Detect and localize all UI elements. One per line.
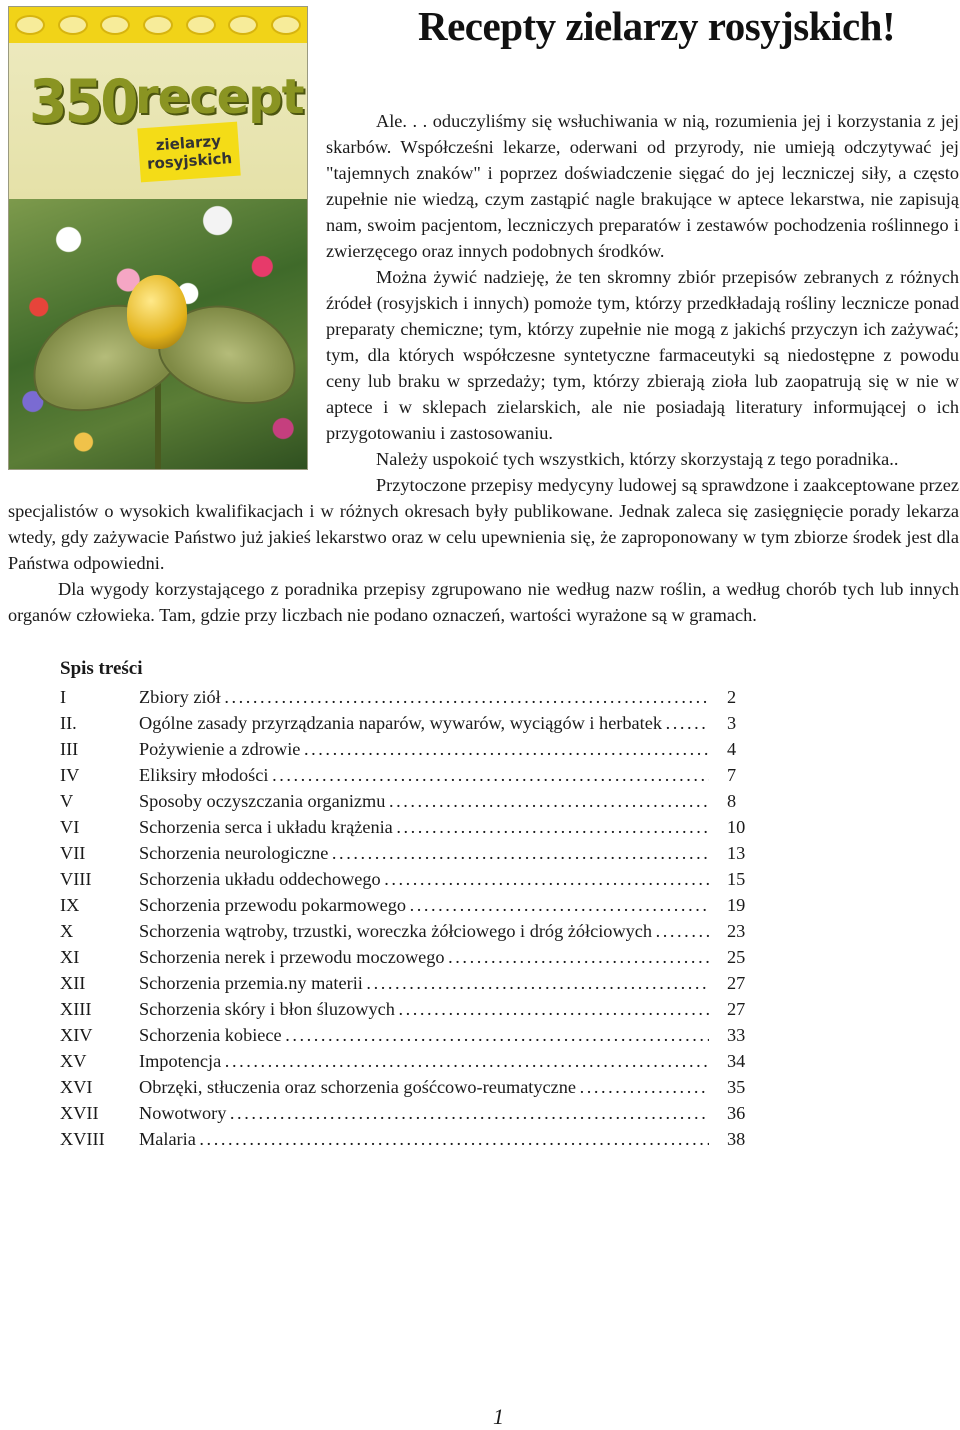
toc-page-number: 19 [727,895,746,915]
page-number: 1 [493,1404,504,1429]
toc-chapter-title: Schorzenia nerek i przewodu moczowego . . . [139,944,709,970]
toc-chapter-title: Impotencja . . . [139,1048,709,1074]
toc-chapter-title: Schorzenia kobiece . . . [139,1022,709,1048]
toc-row [60,892,760,918]
toc-chapter-number: XII [60,973,86,993]
toc-chapter-title: Schorzenia przemia.ny materii . . . [139,970,709,996]
cover-word: recept [135,69,304,125]
toc-row [60,1048,760,1074]
toc-page-number: 3 [727,713,737,733]
toc-chapter-title: Pożywienie a zdrowie . . . [139,736,709,762]
toc-page-number: 4 [727,739,737,759]
paragraph-1: Ale. . . oduczyliśmy się wsłuchiwania w nią, rozumienia jej i korzystania z jej skarbów. Współcześni lekarze, oderwani od przyrody, nie umieją odczytywać jej "tajemnych znaków" i poprzez doświadczenie sięgać do jej leczniczej siły, a często zupełnie nie wiedzą, czym zastąpić nagle brakujące w aptece lekarstwa, nie zapisują nam, swoim pacjentom, leczniczych preparatów i zestawów pochodzenia roślinnego i zwierzęcego oraz innych podobnych środków. [326,111,959,261]
toc-page-number: 33 [727,1025,746,1045]
toc-page-number: 25 [727,947,746,967]
toc-chapter-title: Schorzenia przewodu pokarmowego . . . [139,892,709,918]
toc-page-number: 38 [727,1129,746,1149]
toc-chapter-number: V [60,791,74,811]
toc-chapter-title: Obrzęki, stłuczenia oraz schorzenia gośćcowo-reumatyczne . . . [139,1074,709,1100]
toc-row [60,814,760,840]
toc-chapter-number: VI [60,817,80,837]
toc-chapter-number: XIII [60,999,92,1019]
toc-page-number: 8 [727,791,737,811]
toc-chapter-title: Sposoby oczyszczania organizmu . . . [139,788,709,814]
toc-page-number: 15 [727,869,746,889]
toc-chapter-number: IX [60,895,80,915]
paragraph-5: Dla wygody korzystającego z poradnika przepisy zgrupowano nie według nazw roślin, a według chorób tych lub innych organów człowieka. Tam, gdzie przy liczbach nie podano oznaczeń, wartości wyrażone są w gramach. [8,579,959,625]
toc-chapter-number: VII [60,843,86,863]
toc-chapter-number: II. [60,713,77,733]
toc-chapter-number: XI [60,947,80,967]
toc-chapter-number: III [60,739,79,759]
paragraph-3: Należy uspokoić tych wszystkich, którzy skorzystają z tego poradnika.. [376,449,899,469]
toc-page-number: 13 [727,843,746,863]
toc-row [60,1126,760,1152]
toc-row [60,996,760,1022]
toc-heading: Spis treści [60,658,143,679]
toc-row [60,736,760,762]
toc-row [60,1100,760,1126]
cover-badge-line2: rosyjskich [146,149,233,173]
toc-row [60,762,760,788]
paragraph-2: Można żywić nadzieję, że ten skromny zbiór przepisów zebranych z różnych źródeł (rosyjskich i innych) pomoże tym, którzy przedkładają rośliny lecznicze ponad preparaty chemiczne; tym, którzy zupełnie nie mogą z jakichś przyczyn ich zażywać; tym, dla których współczesne syntetyczne farmaceutyki są niedostępne z powodu ceny lub braku w sprzedaży; tym, którzy zbierają zioła lub zaopatrują się w nie w aptece i w sklepach zielarskich, ale nie posiadają literatury informującej o ich przygotowaniu i zastosowaniu. [326,267,959,443]
toc-page-number: 35 [727,1077,746,1097]
toc-page-number: 27 [727,999,746,1019]
toc-row [60,684,760,710]
toc-chapter-title: Schorzenia wątroby, trzustki, woreczka żółciowego i dróg żółciowych . . . [139,918,709,944]
toc-page-number: 27 [727,973,746,993]
toc-chapter-title: Schorzenia układu oddechowego . . . [139,866,709,892]
intro-text [8,108,959,628]
toc-page-number: 23 [727,921,746,941]
toc-chapter-number: X [60,921,74,941]
table-of-contents [60,656,760,1152]
cover-ornament-band [9,7,307,43]
toc-row [60,944,760,970]
cover-number: 350 [29,67,136,137]
page-title: Recepty zielarzy rosyjskich! [418,3,896,49]
toc-chapter-title: Schorzenia serca i układu krążenia . . . [139,814,709,840]
paragraph-4: Przytoczone przepisy medycyny ludowej są sprawdzone i zaakceptowane przez specjalistów o wysokich kwalifikacjach i w różnych okresach były publikowane. Jednak zaleca się zasięgnięcie porady lekarza wtedy, gdy zażywacie Państwo już jakieś lekarstwo oraz w celu upewnienia się, że zaproponowany w tym zbiorze środek jest dla Państwa odpowiedni. [8,475,959,573]
toc-chapter-number: XVIII [60,1129,105,1149]
toc-page-number: 2 [727,687,737,707]
toc-page-number: 10 [727,817,746,837]
toc-chapter-title: Ogólne zasady przyrządzania naparów, wywarów, wyciągów i herbatek . . . [139,710,709,736]
toc-chapter-title: Schorzenia neurologiczne . . . [139,840,709,866]
toc-row [60,970,760,996]
toc-chapter-title: Eliksiry młodości . . . [139,762,709,788]
toc-chapter-title: Schorzenia skóry i błon śluzowych . . . [139,996,709,1022]
toc-row [60,918,760,944]
toc-chapter-number: XV [60,1051,87,1071]
toc-row [60,710,760,736]
toc-chapter-number: VIII [60,869,92,889]
toc-row [60,1074,760,1100]
toc-chapter-title: Nowotwory . . . [139,1100,709,1126]
cover-badge-line1: zielarzy [155,131,222,155]
toc-chapter-number: XVI [60,1077,93,1097]
toc-chapter-number: IV [60,765,80,785]
toc-chapter-number: XVII [60,1103,99,1123]
toc-page-number: 7 [727,765,737,785]
toc-row [60,840,760,866]
toc-chapter-number: I [60,687,67,707]
toc-row [60,866,760,892]
toc-row [60,1022,760,1048]
toc-row [60,788,760,814]
toc-page-number: 36 [727,1103,746,1123]
toc-page-number: 34 [727,1051,746,1071]
toc-chapter-number: XIV [60,1025,93,1045]
toc-chapter-title: Zbiory ziół . . . [139,684,709,710]
toc-chapter-title: Malaria . . . [139,1126,709,1152]
